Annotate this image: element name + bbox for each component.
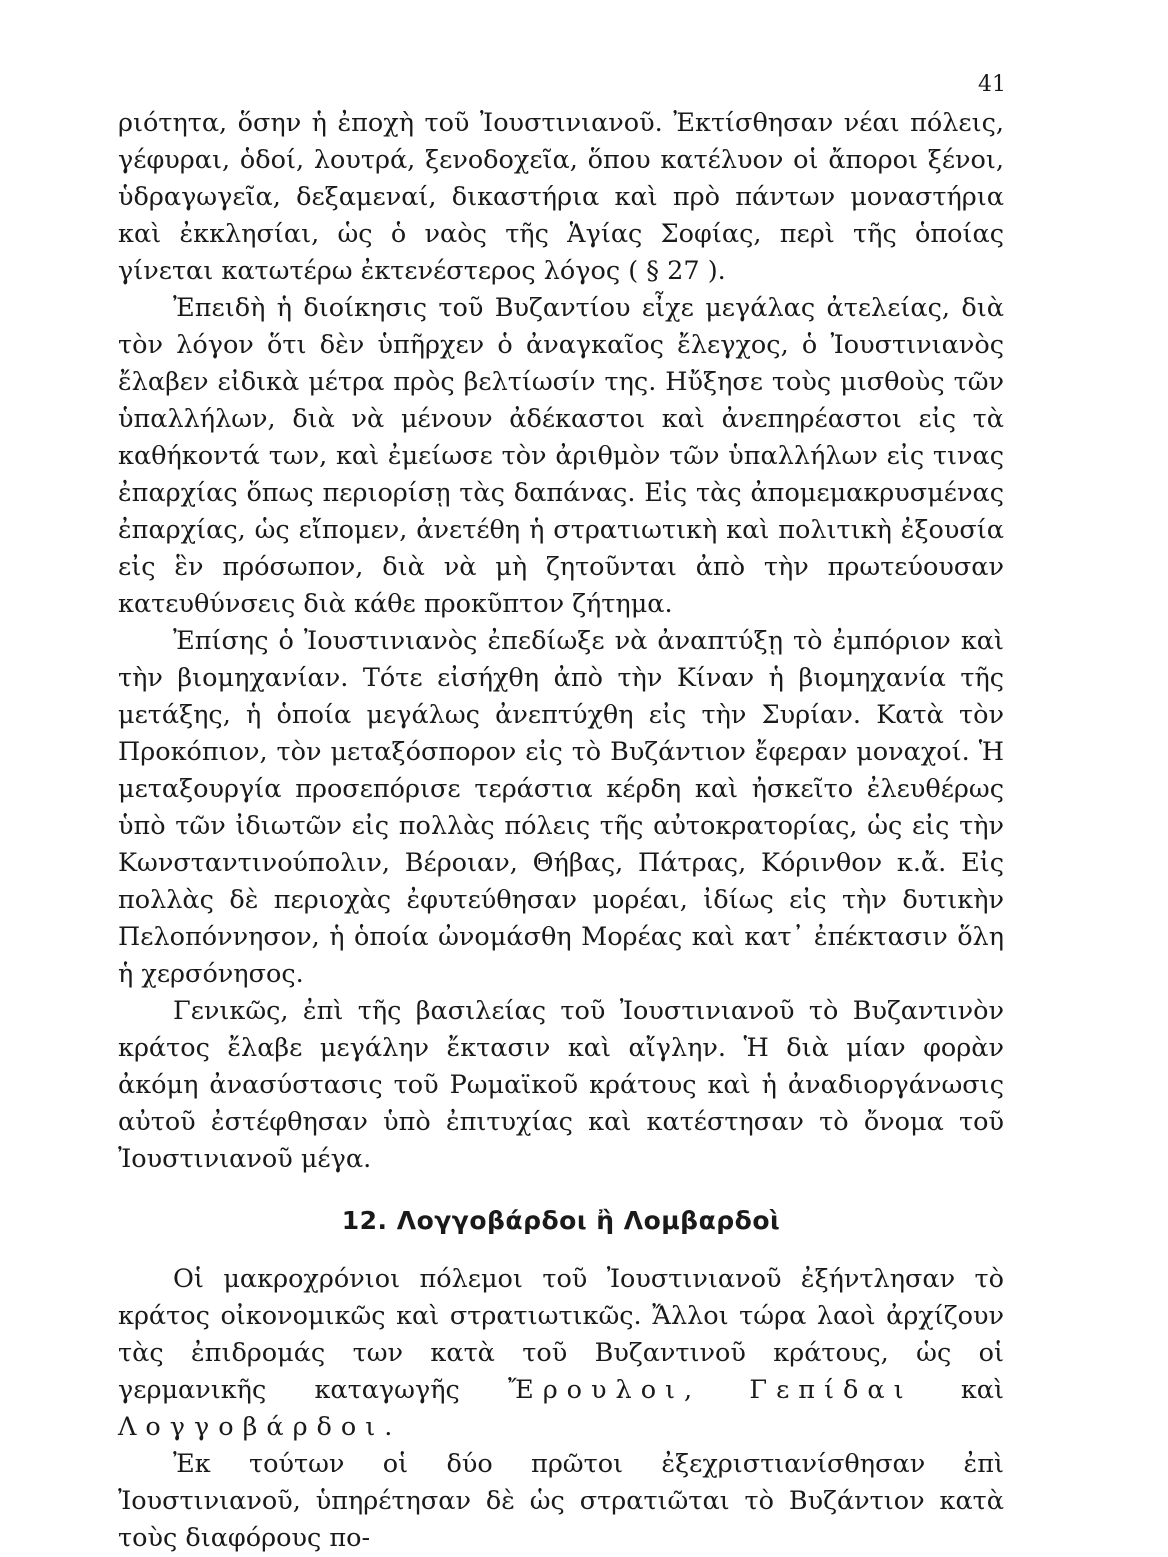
section-heading: 12. Λογγοβάρδοι ἢ Λομβαρδοὶ	[341, 1206, 781, 1235]
people-name-heruli: Ἔρουλοι,	[507, 1375, 702, 1405]
page-body	[118, 105, 1004, 1557]
page-number: 41	[978, 72, 1006, 97]
people-name-gepids: Γεπίδαι	[749, 1375, 913, 1405]
paragraph-5-lead: Οἱ μακροχρόνιοι πόλεμοι τοῦ Ἰουστινιανοῦ ἐξήντλησαν τὸ κράτος οἰκονομικῶς καὶ στρατιωτικῶς. Ἄλλοι τώρα λαοὶ ἀρχίζουν τὰς ἐπιδρομάς των κατὰ τοῦ Βυζαντινοῦ κράτους, ὡς οἱ γερμανικῆς καταγωγῆς	[118, 1264, 1004, 1405]
paragraph-6: Ἐκ τούτων οἱ δύο πρῶτοι ἐξεχριστιανίσθησαν ἐπὶ Ἰουστινιανοῦ, ὑπηρέτησαν δὲ ὡς στρατιῶται τὸ Βυζάντιον κατὰ τοὺς διαφόρους πο-	[118, 1449, 1004, 1553]
paragraph-2: Ἐπειδὴ ἡ διοίκησις τοῦ Βυζαντίου εἶχε μεγάλας ἀτελείας, διὰ τὸν λόγον ὅτι δὲν ὑπῆρχεν ὁ ἀναγκαῖος ἔλεγχος, ὁ Ἰουστινιανὸς ἔλαβεν εἰδικὰ μέτρα πρὸς βελτίωσίν της. Ηὔξησε τοὺς μισθοὺς τῶν ὑπαλλήλων, διὰ νὰ μένουν ἀδέκαστοι καὶ ἀνεπηρέαστοι εἰς τὰ καθήκοντά των, καὶ ἐμείωσε τὸν ἀριθμὸν τῶν ὑπαλλήλων εἰς τινας ἐπαρχίας ὅπως περιορίσῃ τὰς δαπάνας. Εἰς τὰς ἀπομεμακρυσμένας ἐπαρχίας, ὡς εἴπομεν, ἀνετέθη ἡ στρατιωτικὴ καὶ πολιτικὴ ἐξουσία εἰς ἓν πρόσωπον, διὰ νὰ μὴ ζητοῦνται ἀπὸ τὴν πρωτεύουσαν κατευθύνσεις διὰ κάθε προκῦπτον ζήτημα.	[118, 293, 1004, 619]
paragraph-4: Γενικῶς, ἐπὶ τῆς βασιλείας τοῦ Ἰουστινιανοῦ τὸ Βυζαντινὸν κράτος ἔλαβε μεγάλην ἔκτασιν καὶ αἴγλην. Ἡ διὰ μίαν φορὰν ἀκόμη ἀνασύστασις τοῦ Ρωμαϊκοῦ κράτους καὶ ἡ ἀναδιοργάνωσις αὐτοῦ ἐστέφθησαν ὑπὸ ἐπιτυχίας καὶ κατέστησαν τὸ ὄνομα τοῦ Ἰουστινιανοῦ μέγα.	[118, 996, 1004, 1174]
paragraph-1: ριότητα, ὅσην ἡ ἐποχὴ τοῦ Ἰουστινιανοῦ. Ἐκτίσθησαν νέαι πόλεις, γέφυραι, ὁδοί, λουτρά, ξενοδοχεῖα, ὅπου κατέλυον οἱ ἄποροι ξένοι, ὑδραγωγεῖα, δεξαμεναί, δικαστήρια καὶ πρὸ πάντων μοναστήρια καὶ ἐκκλησίαι, ὡς ὁ ναὸς τῆς Ἁγίας Σοφίας, περὶ τῆς ὁποίας γίνεται κατωτέρω ἐκτενέστερος λόγος ( § 27 ).	[118, 108, 1004, 286]
paragraph-5	[118, 1261, 1004, 1446]
people-name-lombards: Λογγοβάρδοι.	[118, 1412, 402, 1442]
conjunction: καὶ	[960, 1375, 1004, 1405]
paragraph-3: Ἐπίσης ὁ Ἰουστινιανὸς ἐπεδίωξε νὰ ἀναπτύξῃ τὸ ἐμπόριον καὶ τὴν βιομηχανίαν. Τότε εἰσήχθη ἀπὸ τὴν Κίναν ἡ βιομηχανία τῆς μετάξης, ἡ ὁποία μεγάλως ἀνεπτύχθη εἰς τὴν Συρίαν. Κατὰ τὸν Προκόπιον, τὸν μεταξόσπορον εἰς τὸ Βυζάντιον ἔφεραν μοναχοί. Ἡ μεταξουργία προσεπόρισε τεράστια κέρδη καὶ ἠσκεῖτο ἐλευθέρως ὑπὸ τῶν ἰδιωτῶν εἰς πολλὰς πόλεις τῆς αὐτοκρατορίας, ὡς εἰς τὴν Κωνσταντινούπολιν, Βέροιαν, Θήβας, Πάτρας, Κόρινθον κ.ἄ. Εἰς πολλὰς δὲ περιοχὰς ἐφυτεύθησαν μορέαι, ἰδίως εἰς τὴν δυτικὴν Πελοπόννησον, ἡ ὁποία ὠνομάσθη Μορέας καὶ κατ᾽ ἐπέκτασιν ὅλη ἡ χερσόνησος.	[118, 626, 1004, 989]
